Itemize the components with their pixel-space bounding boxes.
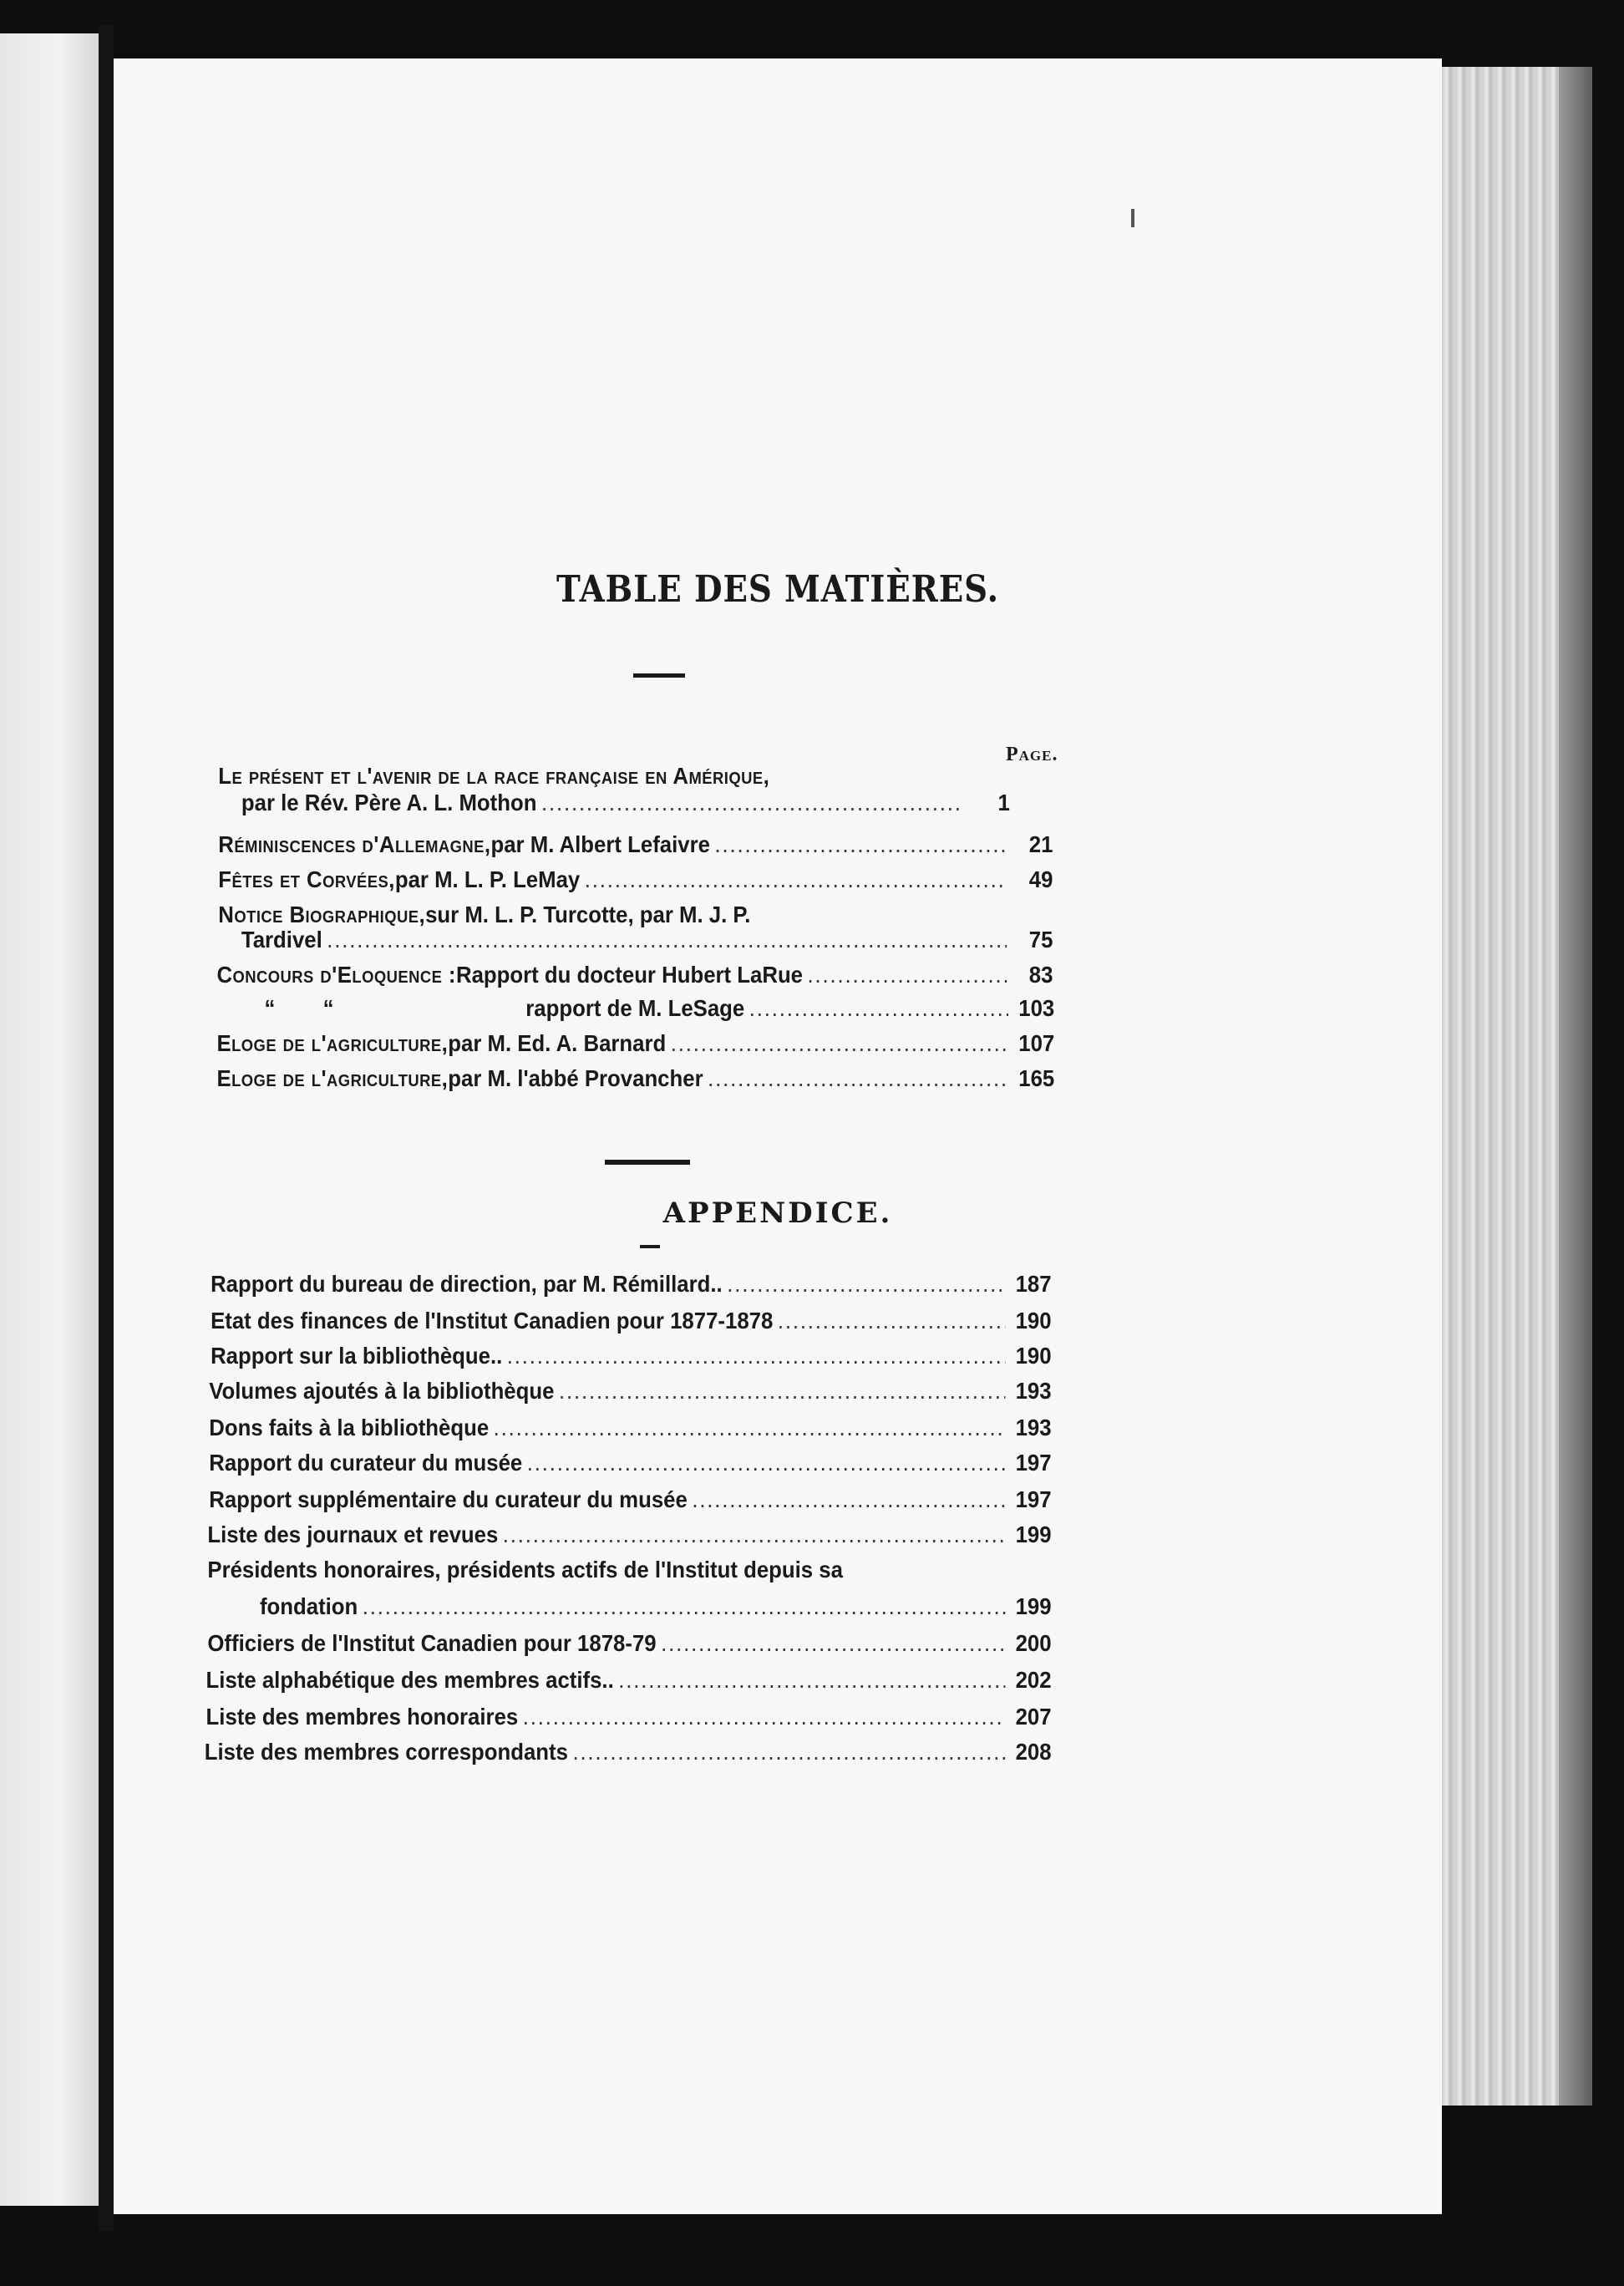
appendix-heading: APPENDICE. (662, 1196, 893, 1230)
appendix-page-number: 190 (1015, 1343, 1052, 1369)
toc-page-number: 107 (1018, 1030, 1055, 1056)
toc-page-number: 83 (1028, 962, 1053, 988)
toc-page-number: 165 (1018, 1065, 1055, 1091)
leader-dots (692, 1487, 1005, 1512)
appendix-page-number: 199 (1015, 1593, 1052, 1619)
leader-dots (618, 1668, 1005, 1693)
section-rule (605, 1160, 690, 1165)
page-title: TABLE DES MATIÈRES. (556, 568, 999, 611)
appendix-page-number: 193 (1015, 1415, 1052, 1440)
page-block-edges (1442, 67, 1592, 2106)
toc-entry-lead: Concours d'Eloquence : (216, 962, 456, 988)
toc-entry-text: sur M. L. P. Turcotte, par M. J. P. (425, 902, 751, 927)
appendix-page-number: 208 (1015, 1739, 1052, 1765)
appendix-entry-text: Liste alphabétique des membres actifs.. (206, 1667, 614, 1693)
leader-dots (778, 1308, 1006, 1334)
book-page (114, 58, 1442, 2214)
toc-entry-text: par M. l'abbé Provancher (448, 1065, 703, 1091)
appendix-page-number: 207 (1015, 1704, 1052, 1730)
ditto-marks: “ “ (264, 995, 334, 1021)
appendix-entry-text: Dons faits à la bibliothèque (209, 1415, 490, 1440)
leader-dots (808, 963, 1007, 988)
leader-dots (327, 927, 1007, 952)
appendix-entry-continuation: fondation (259, 1593, 358, 1619)
appendix-entry-text: Volumes ajoutés à la bibliothèque (209, 1378, 555, 1404)
leader-dots (503, 1522, 1006, 1547)
appendix-entry-text: Présidents honoraires, présidents actifs de l'Institut depuis sa (207, 1557, 843, 1582)
appendix-page-number: 200 (1015, 1630, 1052, 1656)
appendix-page-number: 190 (1015, 1308, 1052, 1334)
toc-entry-text: par M. Albert Lefaivre (490, 831, 710, 857)
leader-dots (749, 996, 1008, 1021)
leader-dots (494, 1415, 1006, 1440)
appendix-entry-text: Officiers de l'Institut Canadien pour 1878-79 (207, 1630, 657, 1656)
leader-dots (572, 1740, 1005, 1765)
leader-dots (507, 1344, 1006, 1369)
toc-page-number: 75 (1028, 927, 1053, 952)
appendix-entry-text: Rapport supplémentaire du curateur du musée (209, 1486, 688, 1512)
toc-entry-lead: Fêtes et Corvées, (218, 866, 395, 892)
leader-dots (559, 1379, 1005, 1404)
stray-mark (1131, 209, 1134, 227)
toc-page-number: 103 (1018, 995, 1055, 1021)
leader-dots (714, 832, 1007, 857)
toc-entry-text: par le Rév. Père A. L. Mothon (241, 790, 537, 815)
appendix-page-number: 193 (1015, 1378, 1052, 1404)
leader-dots (363, 1594, 1006, 1619)
appendix-page-number: 187 (1015, 1271, 1052, 1297)
leader-dots (523, 1704, 1006, 1730)
appendix-entry-text: Rapport du curateur du musée (209, 1450, 523, 1476)
toc-entry-text: par M. L. P. LeMay (394, 866, 581, 892)
appendix-entry-text: Rapport sur la bibliothèque.. (211, 1343, 503, 1369)
toc-page-number: 21 (1028, 831, 1053, 857)
appendix-entry-text: Liste des journaux et revues (207, 1521, 499, 1547)
appendix-page-number: 202 (1015, 1667, 1052, 1693)
toc-entry-lead: Réminiscences d'Allemagne, (218, 831, 491, 857)
toc-entry-lead: Eloge de l'agriculture, (216, 1030, 449, 1056)
toc-entry-lead: Eloge de l'agriculture, (216, 1065, 449, 1091)
toc-entry-lead: Le présent et l'avenir de la race française en Amérique, (218, 763, 770, 789)
appendix-entry-text: Rapport du bureau de direction, par M. Rémillard.. (211, 1271, 723, 1297)
leader-dots (708, 1066, 1008, 1091)
appendix-entry-text: Liste des membres correspondants (204, 1739, 568, 1765)
leader-dots (671, 1031, 1008, 1056)
appendix-entry-text: Etat des finances de l'Institut Canadien pour 1877-1878 (211, 1308, 774, 1334)
toc-entry-continuation: Tardivel (241, 927, 322, 952)
appendix-page-number: 197 (1015, 1450, 1052, 1476)
leader-dots (661, 1631, 1005, 1656)
title-rule (633, 673, 685, 678)
leader-dots (585, 867, 1007, 892)
toc-entry-text: Rapport du docteur Hubert LaRue (455, 962, 804, 988)
leader-dots (541, 790, 964, 815)
toc-entry-lead: Notice Biographique, (218, 902, 426, 927)
facing-page-edge (0, 33, 99, 2206)
toc-page-number: 1 (997, 790, 1010, 815)
appendix-entry-text: Liste des membres honoraires (206, 1704, 519, 1730)
toc-entry-text: rapport de M. LeSage (525, 995, 745, 1021)
toc-page-number: 49 (1028, 866, 1053, 892)
page-column-header: Page. (1006, 744, 1058, 765)
book-gutter (99, 25, 114, 2231)
toc-entry-text: par M. Ed. A. Barnard (448, 1030, 667, 1056)
appendix-page-number: 199 (1015, 1521, 1052, 1547)
appendix-page-number: 197 (1015, 1486, 1052, 1512)
leader-dots (727, 1272, 1005, 1297)
appendix-rule (640, 1245, 660, 1248)
leader-dots (527, 1450, 1006, 1476)
